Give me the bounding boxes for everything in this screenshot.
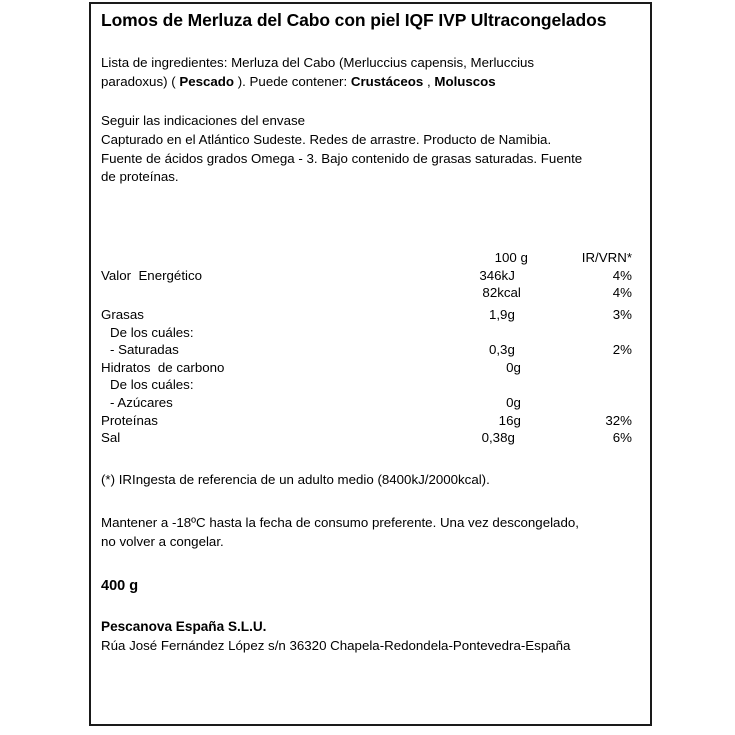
- handling-line-2: Capturado en el Atlántico Sudeste. Redes de arrastre. Producto de Namibia.: [101, 131, 552, 147]
- ingredients-line-2: [101, 73, 638, 92]
- allergen-moluscos: Moluscos: [434, 73, 496, 89]
- nutrition-label-energy: Valor Energético: [101, 267, 203, 283]
- ingredients-line-2-prefix: paradoxus) (: [101, 73, 180, 89]
- storage-line-2: no volver a congelar.: [101, 533, 224, 549]
- nutrition-amount-protein: 16g: [498, 412, 521, 428]
- handling-line-4: de proteínas.: [101, 169, 179, 185]
- table-row: [101, 267, 638, 285]
- ingredients-section: [91, 54, 650, 91]
- company-address: Rúa José Fernández López s/n 36320 Chapela-Redondela-Pontevedra-España: [101, 638, 571, 654]
- nutrition-label-fat-ofwhich: De los cuáles:: [110, 324, 194, 340]
- allergen-separator: ,: [423, 73, 435, 89]
- nutrition-amount-carbs-ofwhich: [405, 376, 532, 394]
- nutrition-pct-sugars: [532, 394, 638, 412]
- nutrition-table-header-row: [101, 249, 638, 267]
- net-weight-value: 400 g: [101, 577, 139, 594]
- nutrition-pct-carbs-ofwhich: [532, 376, 638, 394]
- nutrition-amount-fat: 1,9g: [488, 306, 515, 322]
- nutrition-label-sugars: - Azúcares: [110, 394, 173, 410]
- footnote-section: [91, 471, 650, 490]
- nutrition-amount-carbs: 0g: [506, 359, 521, 375]
- nutrition-header-blank: [101, 249, 405, 267]
- nutrition-label-energy-kcal: [101, 284, 405, 302]
- nutrition-pct-energy-kcal: 4%: [612, 285, 632, 301]
- nutrition-label-frame: [89, 2, 652, 726]
- nutrition-table-section: [91, 249, 650, 447]
- table-row: [101, 412, 638, 430]
- ingredients-line-2-mid: ). Puede contener:: [234, 73, 351, 89]
- table-row: [101, 394, 638, 412]
- nutrition-pct-carbs: [532, 359, 638, 377]
- nutrition-label-carbs-ofwhich: De los cuáles:: [110, 377, 194, 393]
- nutrition-amount-energy-kcal: 82kcal: [482, 285, 521, 301]
- page-title: Lomos de Merluza del Cabo con piel IQF IVP Ultracongelados: [101, 10, 607, 30]
- nutrition-amount-salt: 0,38g: [481, 430, 515, 446]
- company-section: [91, 617, 650, 655]
- allergen-crustaceos: Crustáceos: [350, 73, 424, 89]
- nutrition-label-saturates: - Saturadas: [110, 342, 179, 358]
- table-row: [101, 306, 638, 324]
- nutrition-table: [101, 249, 638, 447]
- table-row: [101, 284, 638, 302]
- net-weight-section: [91, 577, 650, 596]
- company-name: Pescanova España S.L.U.: [101, 619, 267, 635]
- reference-intake-footnote: (*) IRIngesta de referencia de un adulto medio (8400kJ/2000kcal).: [101, 471, 490, 487]
- nutrition-amount-saturates: 0,3g: [488, 342, 515, 358]
- nutrition-label-carbs: Hidratos de carbono: [101, 359, 225, 375]
- table-row: [101, 359, 638, 377]
- nutrition-amount-sugars: 0g: [506, 394, 521, 410]
- nutrition-header-pct: IR/VRN*: [581, 249, 632, 265]
- nutrition-amount-energy-kj: 346kJ: [479, 267, 515, 283]
- handling-section: [91, 112, 650, 186]
- nutrition-label-protein: Proteínas: [101, 412, 158, 428]
- allergen-pescado: Pescado: [179, 73, 235, 89]
- nutrition-pct-energy-kj: 4%: [612, 267, 632, 283]
- table-row: [101, 429, 638, 447]
- nutrition-pct-salt: 6%: [612, 430, 632, 446]
- ingredients-line-1: Lista de ingredientes: Merluza del Cabo (Merluccius capensis, Merluccius: [101, 55, 535, 71]
- nutrition-pct-fat: 3%: [612, 306, 632, 322]
- nutrition-header-amount: 100 g: [494, 249, 528, 265]
- product-title-bar: [91, 4, 650, 37]
- table-row: [101, 376, 638, 394]
- nutrition-pct-protein: 32%: [605, 412, 632, 428]
- nutrition-pct-fat-ofwhich: [532, 324, 638, 342]
- handling-line-3: Fuente de ácidos grados Omega - 3. Bajo contenido de grasas saturadas. Fuente: [101, 150, 583, 166]
- storage-section: [91, 514, 650, 551]
- nutrition-label-salt: Sal: [101, 430, 121, 446]
- handling-line-1: Seguir las indicaciones del envase: [101, 113, 306, 129]
- nutrition-label-fat: Grasas: [101, 306, 144, 322]
- nutrition-pct-saturates: 2%: [612, 342, 632, 358]
- table-row: [101, 341, 638, 359]
- storage-line-1: Mantener a -18ºC hasta la fecha de consumo preferente. Una vez descongelado,: [101, 515, 579, 531]
- table-row: [101, 324, 638, 342]
- nutrition-amount-fat-ofwhich: [405, 324, 532, 342]
